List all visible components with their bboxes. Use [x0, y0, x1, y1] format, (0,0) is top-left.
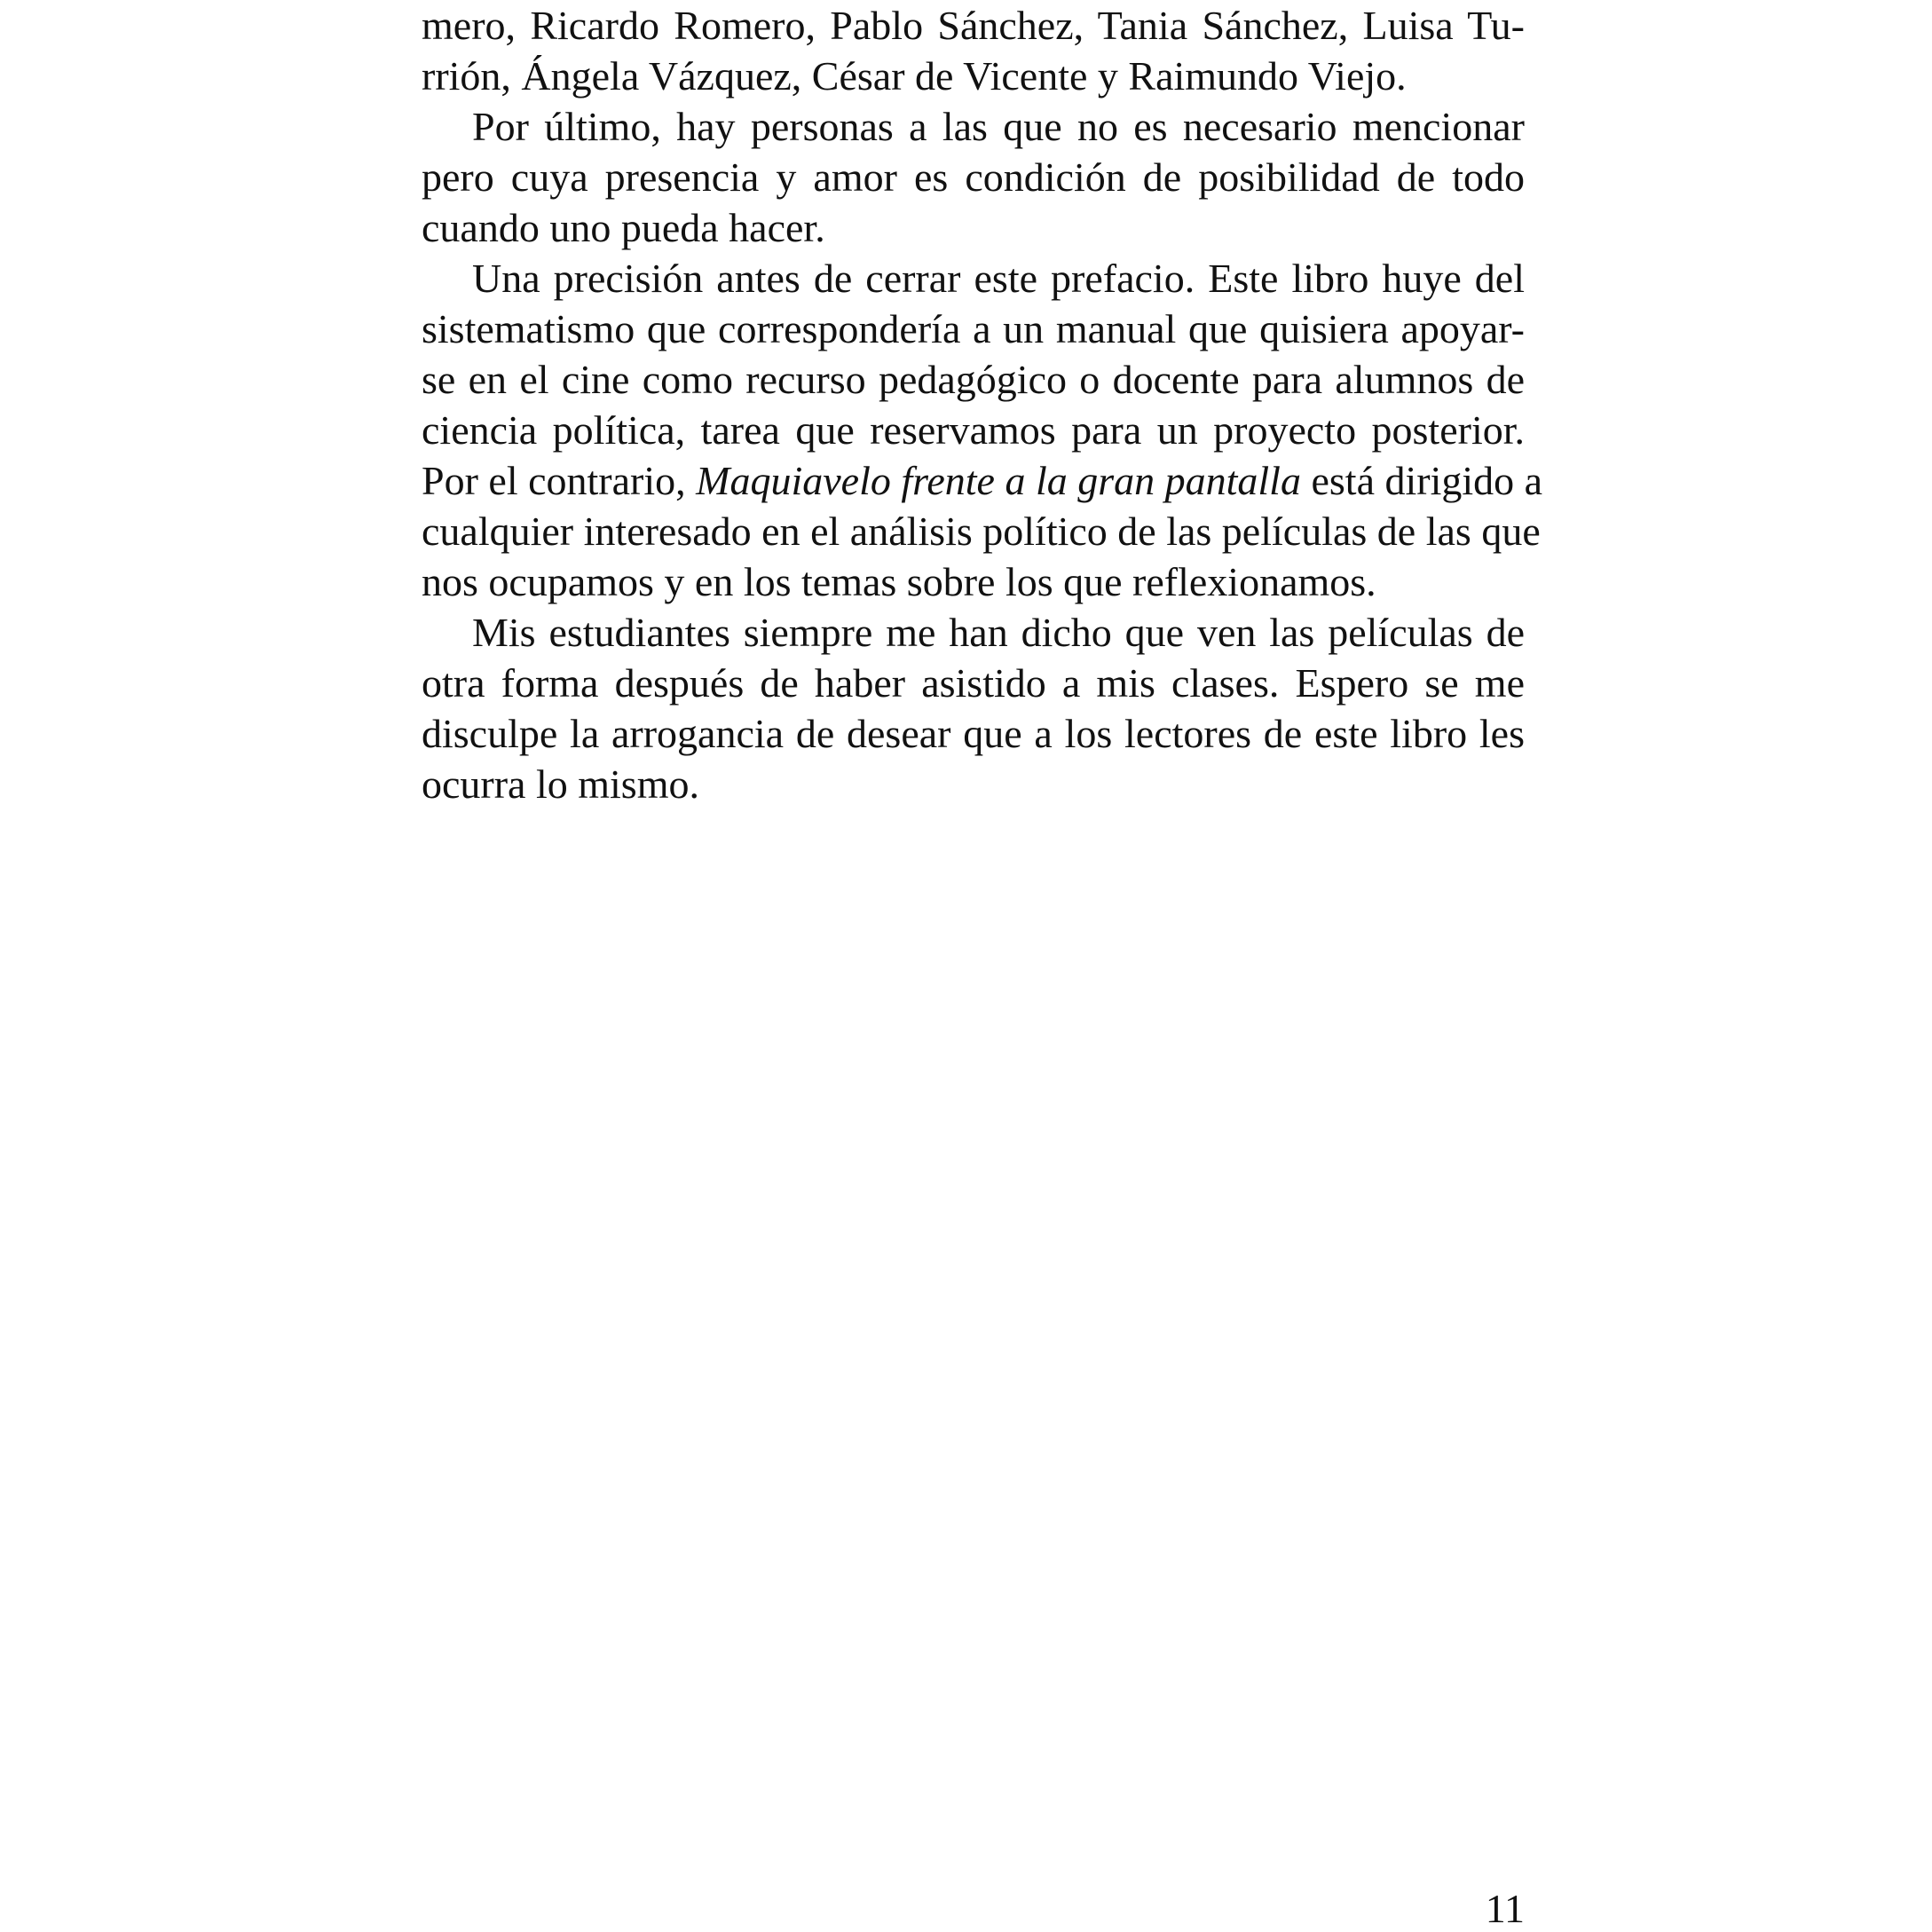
text-line: Una precisión antes de cerrar este prefacio. Este libro huye del [472, 256, 1525, 301]
text-line: mero, Ricardo Romero, Pablo Sánchez, Tania Sánchez, Luisa Tu- [422, 3, 1525, 48]
text-line: Por último, hay personas a las que no es necesario mencionar [472, 104, 1525, 149]
text-line: cuando uno pueda hacer. [422, 205, 825, 250]
text-line: ciencia política, tarea que reservamos para un proyecto posterior. [422, 407, 1525, 453]
text-line: sistematismo que correspondería a un manual que quisiera apoyar- [422, 306, 1525, 351]
page-number: 11 [1485, 1886, 1525, 1931]
text-line: se en el cine como recurso pedagógico o docente para alumnos de [422, 357, 1525, 402]
body-text [422, 0, 1543, 809]
text-line: nos ocupamos y en los temas sobre los que reflexionamos. [422, 559, 1376, 604]
text-line: disculpe la arrogancia de desear que a los lectores de este libro les [422, 711, 1525, 756]
text-line [422, 455, 1543, 506]
text-line: ocurra lo mismo. [422, 761, 699, 807]
text-segment: Por el contrario, [422, 458, 697, 503]
text-segment: está dirigido a [1300, 458, 1543, 503]
text-line: Mis estudiantes siempre me han dicho que ven las películas de [472, 610, 1525, 655]
book-title-italic: Maquiavelo frente a la gran pantalla [696, 458, 1301, 503]
text-line: rrión, Ángela Vázquez, César de Vicente y Raimundo Viejo. [422, 53, 1407, 99]
text-line: cualquier interesado en el análisis político de las películas de las que [422, 509, 1541, 554]
text-line: pero cuya presencia y amor es condición de posibilidad de todo [422, 154, 1525, 200]
text-line: otra forma después de haber asistido a mis clases. Espero se me [422, 660, 1525, 706]
